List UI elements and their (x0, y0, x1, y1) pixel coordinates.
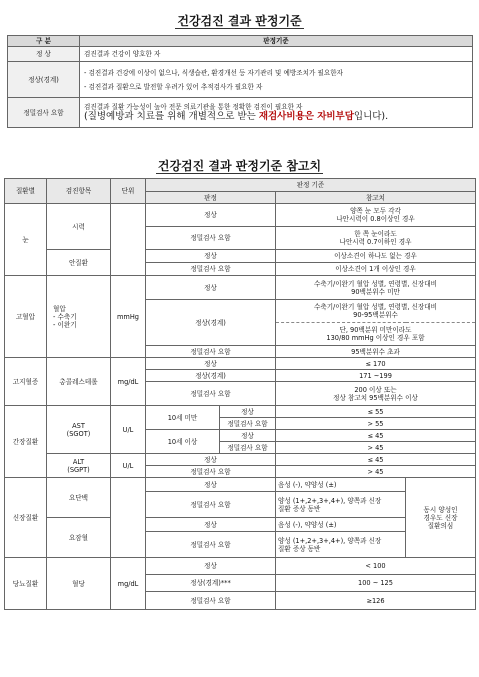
row-text-exam-line2: (질병예방과 치료를 위해 개별적으로 받는 재검사비용은 자비부담입니다). (84, 110, 389, 122)
row-label-border: 정상(경계) (8, 62, 80, 98)
table-row (5, 276, 476, 300)
row-text-exam-line1: 검진결과 질환 가능성이 높아 전문 의료기관을 통한 정확한 검진이 필요한 자 (84, 102, 303, 111)
item-eye-disease: 안질환 (47, 250, 111, 276)
ref-cell: 양쪽 눈 모두 각각 나안시력이 0.8이상인 경우 (276, 204, 476, 227)
unit-empty (111, 204, 146, 276)
judge-normal: 정상 (146, 478, 276, 492)
age-under-10: 10세 미만 (146, 406, 220, 430)
kidney-note: 동시 양성인 경우도 신장 질환의심 (406, 478, 476, 558)
ref-cell: 한 쪽 눈이라도 나안시력 0.7이하인 경우 (276, 227, 476, 250)
ref-cell: 100 ~ 125 (276, 575, 476, 592)
ref-cell: ≥126 (276, 592, 476, 610)
ref-cell: ≤ 45 (276, 454, 476, 466)
row-text-border (80, 62, 473, 98)
disease-diabetes: 당뇨질환 (5, 558, 47, 610)
unit-mgdl: mg/dL (111, 358, 146, 406)
title-result-criteria: 건강검진 결과 판정기준 (177, 14, 302, 28)
unit-mmhg: mmHg (111, 276, 146, 358)
disease-kidney: 신장질환 (5, 478, 47, 558)
judge-exam: 정밀검사 요함 (146, 382, 276, 406)
row-label-exam: 정밀검사 요함 (8, 98, 80, 128)
ref-cell: < 100 (276, 558, 476, 575)
ref-cell: 단, 90백분위 미만이라도 130/80 mmHg 이상인 경우 포함 (276, 323, 476, 346)
ref-cell: 수축기/이완기 혈압 성별, 연령별, 신장대비 90-95백분위수 (276, 300, 476, 323)
row-text-normal: 검진결과 건강이 양호한 자 (80, 47, 473, 62)
ref-cell: 171 ~199 (276, 370, 476, 382)
ref-cell: ≤ 55 (276, 406, 476, 418)
table-row (5, 518, 476, 532)
judge-exam: 정밀검사 요함 (146, 492, 276, 518)
judge-exam: 정밀검사 요함 (146, 263, 276, 276)
judge-normal: 정상 (146, 276, 276, 300)
judge-normal: 정상 (146, 358, 276, 370)
item-blood-pressure: 혈압 - 수축기 - 이완기 (47, 276, 111, 358)
ref-cell: 음성 (-), 약양성 (±) (276, 518, 406, 532)
row-text-exam (80, 98, 473, 128)
judge-exam: 정밀검사 요함 (146, 592, 276, 610)
criteria-table-header (8, 36, 473, 47)
header-category: 구 분 (8, 36, 80, 47)
judge-exam: 정밀검사 요함 (146, 532, 276, 558)
age-over-10: 10세 이상 (146, 430, 220, 454)
reference-table (4, 178, 476, 610)
row-text-border-line1: - 검진결과 건강에 이상이 없으나, 식생습관, 환경개선 등 자기관리 및 예방조치가 필요한자 (84, 68, 343, 77)
header-unit: 단위 (111, 179, 146, 204)
item-vision: 시력 (47, 204, 111, 250)
judge-exam: 정밀검사 요함 (146, 227, 276, 250)
table-row (8, 98, 473, 128)
disease-hyperlipidemia: 고지혈증 (5, 358, 47, 406)
header-disease: 질환별 (5, 179, 47, 204)
judge-normal: 정상 (146, 204, 276, 227)
judge-normal: 정상 (146, 250, 276, 263)
header-criteria-group: 판정 기준 (146, 179, 476, 192)
item-ast: AST (SGOT) (47, 406, 111, 454)
judge-border: 정상(경계)*** (146, 575, 276, 592)
judge-normal: 정상 (146, 518, 276, 532)
row-label-normal: 정 상 (8, 47, 80, 62)
ref-cell: 200 이상 또는 정상 참고치 95백분위수 이상 (276, 382, 476, 406)
ref-cell: 수축기/이완기 혈압 성별, 연령별, 신장대비 90백분위수 미만 (276, 276, 476, 300)
judge-normal: 정상 (146, 454, 276, 466)
item-cholesterol: 총콜레스테롤 (47, 358, 111, 406)
judge-exam: 정밀검사 요함 (220, 442, 276, 454)
judge-exam: 정밀검사 요함 (220, 418, 276, 430)
ref-cell: 양성 (1+,2+,3+,4+), 양쪽과 신장 질환 증상 동반 (276, 492, 406, 518)
judge-normal: 정상 (220, 430, 276, 442)
ref-cell: 이상소견이 1개 이상인 경우 (276, 263, 476, 276)
unit-ul: U/L (111, 406, 146, 454)
table-row (5, 250, 476, 263)
self-pay-note: 재검사비용은 자비부담 (258, 110, 354, 122)
header-item: 검진항목 (47, 179, 111, 204)
ref-cell: > 45 (276, 442, 476, 454)
disease-eye: 눈 (5, 204, 47, 276)
table-row (8, 62, 473, 98)
ref-cell: 95백분위수 초과 (276, 346, 476, 358)
table-row (5, 406, 476, 418)
row-text-border-line2: - 검진결과 질환으로 발전할 우려가 있어 추적검사가 필요한 자 (84, 82, 263, 91)
judge-normal: 정상 (146, 558, 276, 575)
header-ref: 참고치 (276, 192, 476, 204)
item-urine-blood: 요잠혈 (47, 518, 111, 558)
table-row (5, 204, 476, 227)
ref-cell: 음성 (-), 약양성 (±) (276, 478, 406, 492)
ref-cell: ≤ 45 (276, 430, 476, 442)
title-reference-values: 건강검진 결과 판정기준 참고치 (157, 159, 322, 173)
table-row (8, 47, 473, 62)
disease-liver: 간장질환 (5, 406, 47, 478)
judge-border: 정상(경계) (146, 300, 276, 346)
table-row (5, 454, 476, 466)
table-row (5, 558, 476, 575)
judge-normal: 정상 (220, 406, 276, 418)
ref-cell: > 45 (276, 466, 476, 478)
item-alt: ALT (SGPT) (47, 454, 111, 478)
ref-cell: > 55 (276, 418, 476, 430)
item-blood-sugar: 혈당 (47, 558, 111, 610)
header-judge: 판정 (146, 192, 276, 204)
ref-header-row (5, 179, 476, 192)
item-urine-protein: 요단백 (47, 478, 111, 518)
table-row (5, 358, 476, 370)
criteria-table (7, 35, 473, 128)
judge-exam: 정밀검사 요함 (146, 466, 276, 478)
unit-mgdl: mg/dL (111, 558, 146, 610)
unit-empty (111, 478, 146, 558)
unit-ul: U/L (111, 454, 146, 478)
ref-cell: ≤ 170 (276, 358, 476, 370)
ref-cell: 양성 (1+,2+,3+,4+), 양쪽과 신장 질환 증상 동반 (276, 532, 406, 558)
ref-cell: 이상소견이 하나도 없는 경우 (276, 250, 476, 263)
header-criteria: 판정기준 (80, 36, 473, 47)
table-row (5, 478, 476, 492)
disease-hypertension: 고혈압 (5, 276, 47, 358)
judge-exam: 정밀검사 요함 (146, 346, 276, 358)
judge-border: 정상(경계) (146, 370, 276, 382)
